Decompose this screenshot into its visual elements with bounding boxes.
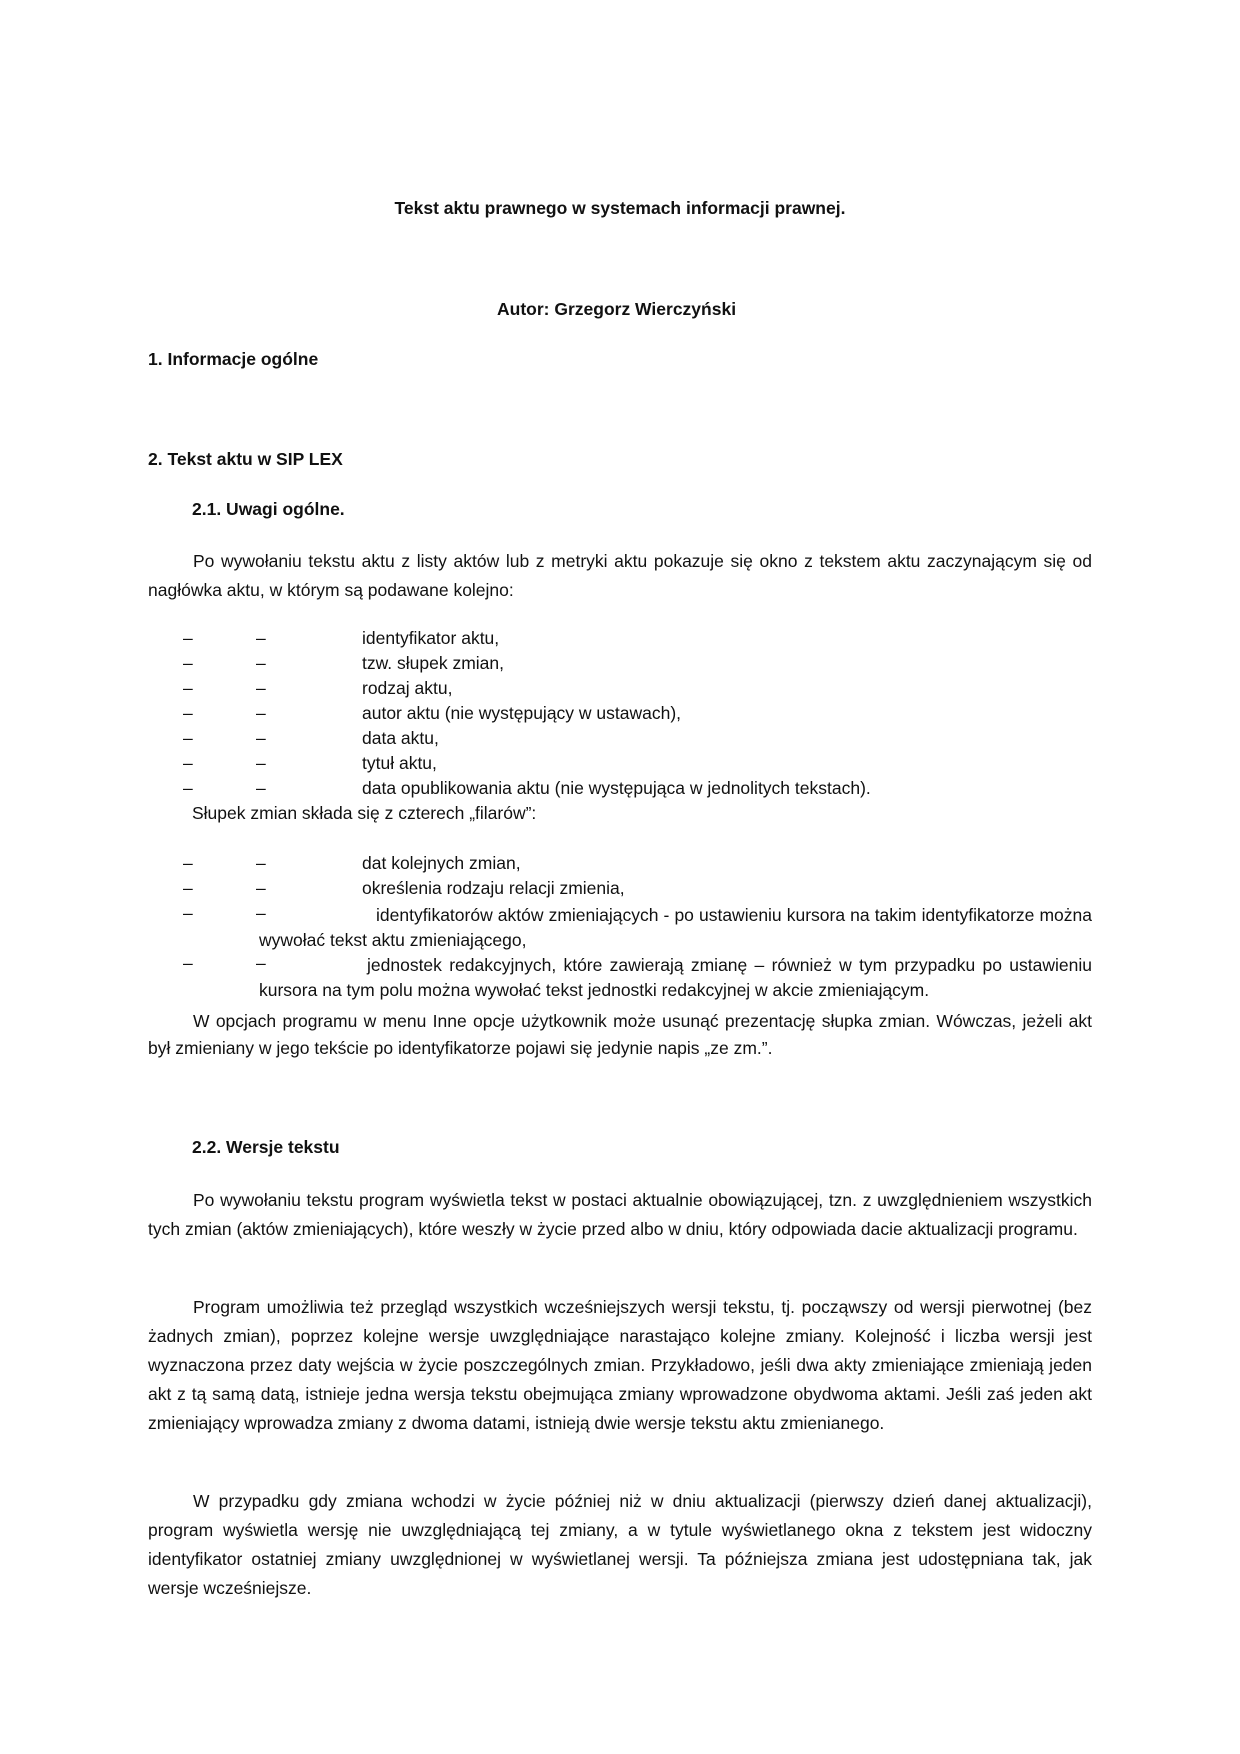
list-dash-inner: –: [256, 628, 266, 648]
list-item: [0, 678, 1240, 703]
list-dash-inner: –: [256, 753, 266, 773]
paragraph-versions-current: Po wywołaniu tekstu program wyświetla tekst w postaci aktualnie obowiązującej, tzn. z uwzględnieniem wszystkich tych zmian (aktów zmieniających), które weszły w życie przed albo w dniu, który odpowiada dacie aktualizacji programu.: [148, 1190, 1092, 1239]
list-item-text: data aktu,: [362, 728, 439, 748]
list-item: [0, 953, 1240, 1003]
list-item: [0, 728, 1240, 753]
list-dash-outer: –: [183, 853, 193, 873]
list-dash-inner: –: [256, 878, 266, 898]
list-item: [0, 653, 1240, 678]
list-item: [0, 853, 1240, 878]
list-item: [0, 753, 1240, 778]
list-dash-inner: –: [256, 728, 266, 748]
list-dash-inner: –: [256, 953, 266, 973]
list-item-text: jednostek redakcyjnych, które zawierają zmianę – również w tym przypadku po ustawieniu kursora na tym polu można wywołać tekst jednostki redakcyjnej w akcie zmieniającym.: [259, 955, 1092, 1000]
list-dash-inner: –: [256, 778, 266, 798]
list-dash-inner: –: [256, 653, 266, 673]
list-item-text: dat kolejnych zmian,: [362, 853, 521, 873]
list-item-text: rodzaj aktu,: [362, 678, 453, 698]
list-item-text: tytuł aktu,: [362, 753, 437, 773]
list-dash-outer: –: [183, 953, 193, 973]
document-title: Tekst aktu prawnego w systemach informacji prawnej.: [394, 198, 846, 218]
pillars-intro: Słupek zmian składa się z czterech „filarów”:: [192, 803, 537, 823]
list-dash-outer: –: [183, 778, 193, 798]
list-item: [0, 903, 1240, 953]
list-dash-outer: –: [183, 903, 193, 923]
list-item-text: autor aktu (nie występujący w ustawach),: [362, 703, 682, 723]
list-dash-outer: –: [183, 728, 193, 748]
list-item-text: identyfikatorów aktów zmieniających - po ustawieniu kursora na takim identyfikatorze można wywołać tekst aktu zmieniającego,: [259, 905, 1092, 950]
list-dash-inner: –: [256, 703, 266, 723]
section-heading-1: 1. Informacje ogólne: [148, 349, 319, 369]
list-item-text: określenia rodzaju relacji zmienia,: [362, 878, 625, 898]
list-item-text: data opublikowania aktu (nie występująca w jednolitych tekstach).: [362, 778, 871, 798]
list-item: [0, 703, 1240, 728]
list-dash-inner: –: [256, 678, 266, 698]
paragraph-versions-future: W przypadku gdy zmiana wchodzi w życie później niż w dniu aktualizacji (pierwszy dzień danej aktualizacji), program wyświetla wersję nie uwzględniającą tej zmiany, a w tytule wyświetlanego okna z tekstem jest widoczny identyfikator ostatniej zmiany uwzględnionej w wyświetlanej wersji. Ta późniejsza zmiana jest udostępniana tak, jak wersje wcześniejsze.: [148, 1491, 1092, 1598]
subsection-heading-2-2: 2.2. Wersje tekstu: [192, 1137, 340, 1157]
list-dash-inner: –: [256, 903, 266, 923]
list-dash-inner: –: [256, 853, 266, 873]
list-dash-outer: –: [183, 628, 193, 648]
list-dash-outer: –: [183, 878, 193, 898]
list-dash-outer: –: [183, 753, 193, 773]
list-item-text: tzw. słupek zmian,: [362, 653, 504, 673]
list-dash-outer: –: [183, 703, 193, 723]
list-dash-outer: –: [183, 653, 193, 673]
list-item-text: identyfikator aktu,: [362, 628, 500, 648]
paragraph-versions-history: Program umożliwia też przegląd wszystkich wcześniejszych wersji tekstu, tj. począwszy od wersji pierwotnej (bez żadnych zmian), poprzez kolejne wersje uwzględniające narastająco kolejne zmiany. Kolejność i liczba wersji jest wyznaczona przez daty wejścia w życie poszczególnych zmian. Przykładowo, jeśli dwa akty zmieniające zmieniają jeden akt z tą samą datą, istnieje jedna wersja tekstu obejmująca zmiany wprowadzone obydwoma aktami. Jeśli zaś jeden akt zmieniający wprowadza zmiany z dwoma datami, istnieją dwie wersje tekstu aktu zmienianego.: [148, 1297, 1092, 1433]
section-heading-2: 2. Tekst aktu w SIP LEX: [148, 449, 343, 469]
paragraph-options: W opcjach programu w menu Inne opcje użytkownik może usunąć prezentację słupka zmian. Wówczas, jeżeli akt był zmieniany w jego tekście po identyfikatorze pojawi się jedynie napis „ze zm.”.: [148, 1011, 1092, 1058]
list-item: [0, 878, 1240, 903]
list-item: [0, 778, 1240, 803]
list-dash-outer: –: [183, 678, 193, 698]
list-item: [0, 628, 1240, 653]
subsection-heading-2-1: 2.1. Uwagi ogólne.: [192, 499, 345, 519]
author-line: Autor: Grzegorz Wierczyński: [497, 299, 737, 319]
paragraph-intro: Po wywołaniu tekstu aktu z listy aktów lub z metryki aktu pokazuje się okno z tekstem aktu zaczynającym się od nagłówka aktu, w którym są podawane kolejno:: [148, 551, 1092, 600]
